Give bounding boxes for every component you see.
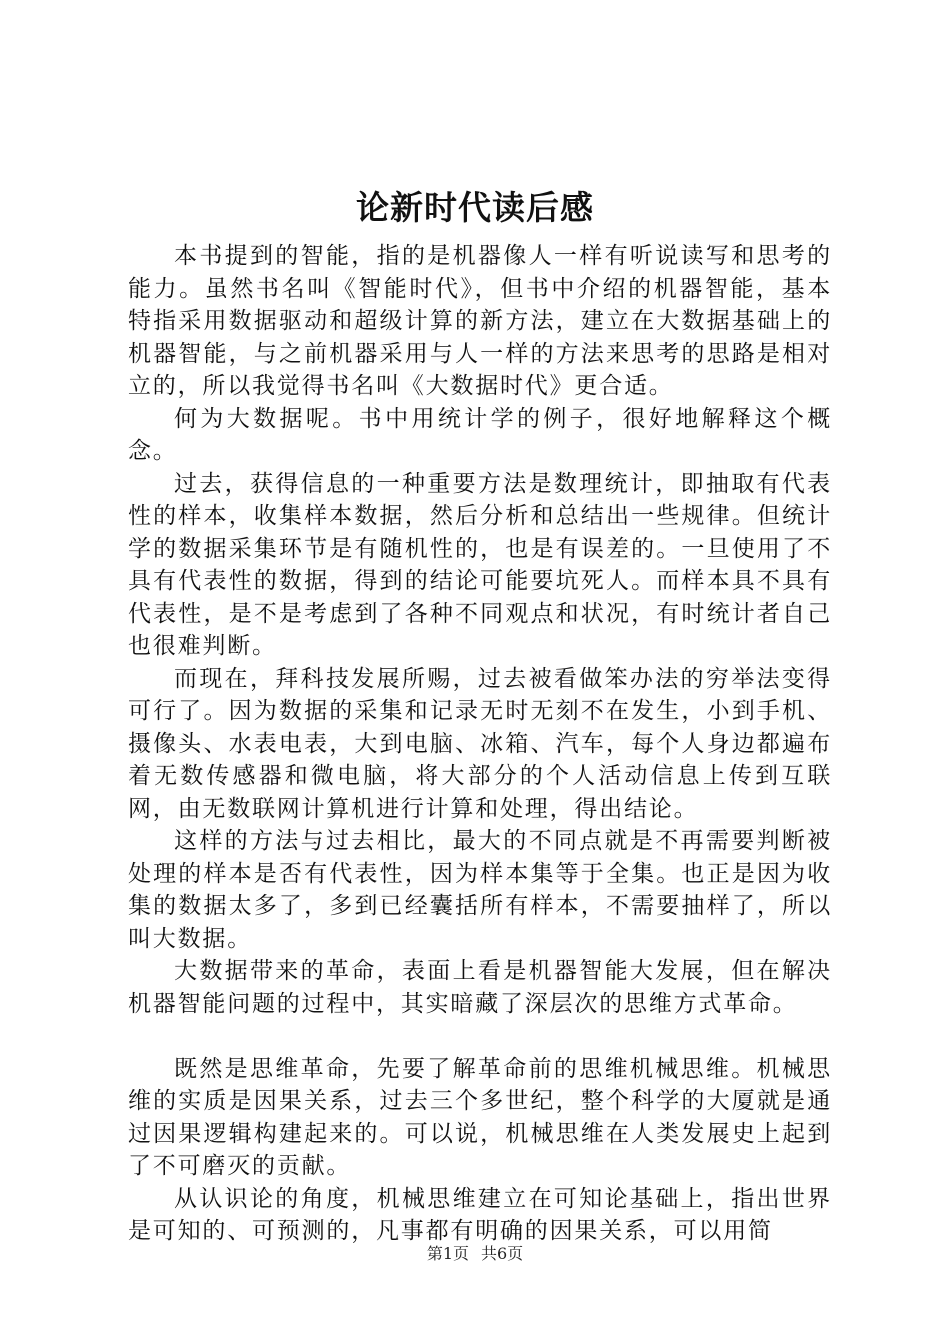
paragraph: 何为大数据呢。书中用统计学的例子，很好地解释这个概念。	[128, 405, 832, 464]
paragraph: 从认识论的角度，机械思维建立在可知论基础上，指出世界是可知的、可预测的，凡事都有明确的因果关系，可以用简	[128, 1185, 832, 1244]
paragraph: 这样的方法与过去相比，最大的不同点就是不再需要判断被处理的样本是否有代表性，因为样本集等于全集。也正是因为收集的数据太多了，多到已经囊括所有样本，不需要抽样了，所以叫大数据。	[128, 828, 832, 952]
paragraph: 过去，获得信息的一种重要方法是数理统计，即抽取有代表性的样本，收集样本数据，然后分析和总结出一些规律。但统计学的数据采集环节是有随机性的，也是有误差的。一旦使用了不具有代表性的数据，得到的结论可能要坑死人。而样本具不具有代表性，是不是考虑到了各种不同观点和状况，有时统计者自己也很难判断。	[128, 470, 832, 659]
document-body	[128, 240, 832, 1248]
page-number: 第1页	[426, 1244, 469, 1263]
document-title: 论新时代读后感	[356, 188, 594, 227]
paragraph: 而现在，拜科技发展所赐，过去被看做笨办法的穷举法变得可行了。因为数据的采集和记录无时无刻不在发生，小到手机、摄像头、水表电表，大到电脑、冰箱、汽车，每个人身边都遍布着无数传感器和微电脑，将大部分的个人活动信息上传到互联网，由无数联网计算机进行计算和处理，得出结论。	[128, 665, 832, 822]
page-footer	[0, 1243, 950, 1265]
paragraph: 既然是思维革命，先要了解革命前的思维机械思维。机械思维的实质是因果关系，过去三个多世纪，整个科学的大厦就是通过因果逻辑构建起来的。可以说，机械思维在人类发展史上起到了不可磨灭的贡献。	[128, 1055, 832, 1179]
paragraph: 大数据带来的革命，表面上看是机器智能大发展，但在解决机器智能问题的过程中，其实暗藏了深层次的思维方式革命。	[128, 958, 832, 1017]
page-total: 共6页	[481, 1244, 524, 1263]
paragraph: 本书提到的智能，指的是机器像人一样有听说读写和思考的能力。虽然书名叫《智能时代》，但书中介绍的机器智能，基本特指采用数据驱动和超级计算的新方法，建立在大数据基础上的机器智能，与之前机器采用与人一样的方法来思考的思路是相对立的，所以我觉得书名叫《大数据时代》更合适。	[128, 243, 832, 399]
